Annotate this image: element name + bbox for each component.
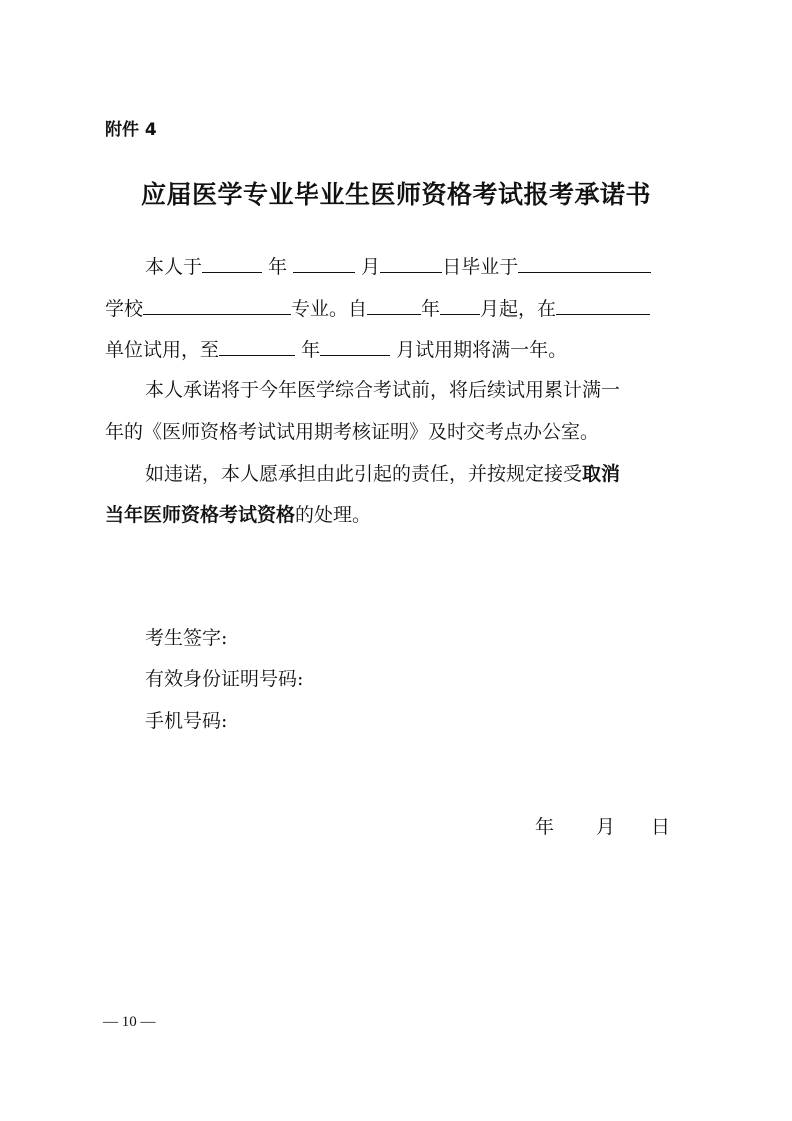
attachment-label: 附件 4 [105, 120, 157, 140]
paragraph-1-line-2 [105, 296, 692, 321]
text-segment: 专业。自 [291, 298, 368, 320]
text-segment: 学校 [105, 298, 144, 320]
bold-text: 取消 [582, 463, 621, 485]
date-day: 日 [651, 816, 671, 838]
paragraph-2-line-2: 年的《医师资格考试试用期考核证明》及时交考点办公室。 [105, 421, 600, 443]
text-segment: 如违诺，本人愿承担由此引起的责任，并按规定接受 [145, 463, 583, 485]
paragraph-3-line-2 [105, 503, 692, 527]
trial-end-year-blank[interactable] [219, 337, 295, 356]
text-segment: 月试用期将满一年。 [396, 339, 568, 361]
date-month: 月 [596, 816, 616, 838]
graduation-year-blank[interactable] [202, 254, 262, 273]
page-number: — 10 — [103, 1014, 156, 1030]
graduation-month-blank[interactable] [293, 254, 355, 273]
paragraph-2-line-1: 本人承诺将于今年医学综合考试前，将后续试用累计满一 [145, 379, 621, 401]
candidate-signature-label: 考生签字: [145, 627, 228, 649]
document-title: 应届医学专业毕业生医师资格考试报考承诺书 [140, 180, 651, 209]
text-segment: 日毕业于 [442, 256, 519, 278]
text-segment: 年 [421, 298, 441, 320]
text-segment: 的处理。 [295, 504, 372, 526]
bold-text: 当年医师资格考试资格 [105, 504, 296, 526]
text-segment: 月起，在 [480, 298, 557, 320]
graduation-day-blank[interactable] [380, 254, 442, 273]
paragraph-1-line-1 [105, 254, 732, 279]
school-name-blank[interactable] [518, 254, 651, 273]
trial-start-year-blank[interactable] [367, 296, 421, 315]
paragraph-3-line-1 [105, 462, 732, 486]
trial-start-month-blank[interactable] [440, 296, 480, 315]
trial-end-month-blank[interactable] [320, 337, 390, 356]
text-segment: 月 [361, 256, 381, 278]
major-blank[interactable] [143, 296, 291, 315]
trial-unit-blank[interactable] [556, 296, 650, 315]
text-segment: 年 [268, 256, 288, 278]
text-segment: 年 [301, 339, 321, 361]
text-segment: 单位试用，至 [105, 339, 220, 361]
phone-number-label: 手机号码: [145, 710, 228, 732]
date-year: 年 [535, 816, 555, 838]
paragraph-1-line-3 [105, 337, 692, 362]
text-segment: 本人于 [145, 256, 203, 278]
id-number-label: 有效身份证明号码: [145, 668, 304, 690]
